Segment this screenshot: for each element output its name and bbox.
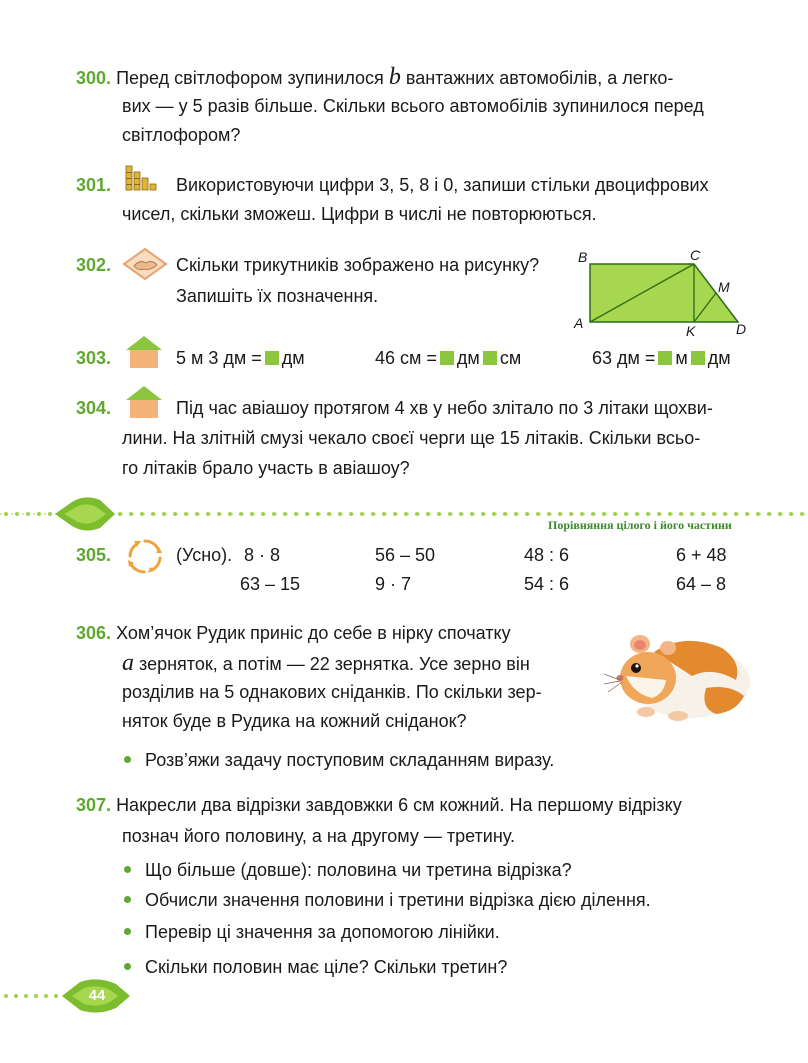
expression: 56 – 50	[375, 545, 436, 565]
vertex-label-c: C	[690, 247, 701, 263]
expression-303-1: 5 м 3 дм = дм	[176, 348, 305, 368]
variable-a: a	[122, 650, 134, 676]
bullet-item: Скільки половин має ціле? Скільки третин?	[124, 953, 507, 982]
expression: 8 · 8	[244, 545, 281, 565]
problem-text: вантажних автомобілів, а легко-	[405, 68, 674, 88]
house-icon	[124, 384, 164, 420]
triangle-figure	[570, 246, 760, 340]
expression: 54 : 6	[524, 574, 570, 594]
problem-307	[76, 791, 682, 820]
problem-306-line2: a зерняток, а потім — 22 зернятка. Усе зерно він	[122, 650, 530, 676]
oral-label: (Усно).	[176, 545, 233, 565]
problem-text: Скільки трикутників зображено на рисунку?	[176, 255, 540, 275]
page-number-ornament	[0, 976, 140, 1020]
problem-text: Накресли два відрізки завдовжки 6 см кожний. На першому відрізку	[116, 795, 682, 815]
bullet-icon	[124, 896, 131, 903]
problem-text: Під час авіашоу протягом 4 хв у небо злітало по 3 літаки щохви-	[176, 398, 713, 418]
answer-box	[658, 351, 672, 365]
problem-number: 302.	[76, 255, 112, 275]
problem-text: Перед світлофором зупинилося	[116, 68, 384, 88]
expression: 64 – 8	[676, 574, 727, 594]
hamster-illustration	[604, 614, 754, 726]
problem-number: 303.	[76, 348, 112, 368]
answer-box	[265, 351, 279, 365]
problem-number: 304.	[76, 398, 112, 418]
section-title: Порівняння цілого і його частини	[548, 518, 732, 532]
problem-306	[76, 619, 511, 648]
variable-b: b	[388, 64, 401, 90]
problem-number: 305.	[76, 545, 112, 565]
expression: 63 – 15	[240, 574, 301, 594]
problem-text: світлофором?	[122, 125, 241, 145]
problem-number: 307.	[76, 795, 112, 815]
expression-303-3: 63 дм = м дм	[592, 348, 731, 368]
answer-box	[440, 351, 454, 365]
bullet-icon	[124, 928, 131, 935]
problem-text: лини. На злітній смузі чекало своєї черги ще 15 літаків. Скільки всьо-	[122, 428, 701, 448]
bullet-icon	[124, 756, 131, 763]
problem-text: розділив на 5 однакових сніданків. По скільки зер-	[122, 682, 542, 702]
problem-text: Хом’ячок Рудик приніс до себе в нірку спочатку	[116, 623, 511, 643]
problem-text: няток буде в Рудика на кожний сніданок?	[122, 711, 467, 731]
vertex-label-a: A	[574, 315, 584, 331]
problem-text: го літаків брало участь в авіашоу?	[122, 458, 410, 478]
expression-303-2: 46 см = дм см	[375, 348, 522, 368]
answer-box	[691, 351, 705, 365]
problem-text: Запишіть їх позначення.	[176, 286, 379, 306]
bullet-item: Обчисли значення половини і третини відрізка дією ділення.	[124, 886, 651, 915]
section-divider	[0, 494, 808, 540]
bullet-item: Розв’яжи задачу поступовим складанням виразу.	[124, 746, 554, 775]
problem-text: познач його половину, а на другому — третину.	[122, 826, 515, 846]
bullet-item: Перевір ці значення за допомогою лінійки.	[124, 918, 500, 947]
vertex-label-b: B	[578, 249, 588, 265]
handshake-icon	[122, 247, 168, 281]
house-icon	[124, 334, 164, 370]
vertex-label-d: D	[736, 321, 747, 337]
problem-number: 306.	[76, 623, 112, 643]
expression: 9 · 7	[375, 574, 412, 594]
page-number: 44	[88, 987, 106, 1004]
expression: 48 : 6	[524, 545, 570, 565]
problem-text: Використовуючи цифри 3, 5, 8 і 0, запиши стільки двоцифрових	[176, 175, 709, 195]
problem-text: чисел, скільки зможеш. Цифри в числі не повторюються.	[122, 204, 597, 224]
bullet-icon	[124, 963, 131, 970]
blocks-icon	[124, 164, 158, 192]
problem-number: 300.	[76, 68, 112, 88]
cycle-arrows-icon	[124, 536, 166, 576]
problem-number: 301.	[76, 175, 112, 195]
vertex-label-m: M	[718, 279, 730, 295]
bullet-item: Що більше (довше): половина чи третина відрізка?	[124, 856, 572, 885]
expression: 6 + 48	[676, 545, 727, 565]
problem-text: вих — у 5 разів більше. Скільки всього автомобілів зупинилося перед	[122, 96, 704, 116]
vertex-label-k: K	[686, 323, 696, 339]
problem-300	[76, 63, 673, 93]
answer-box	[483, 351, 497, 365]
bullet-icon	[124, 866, 131, 873]
